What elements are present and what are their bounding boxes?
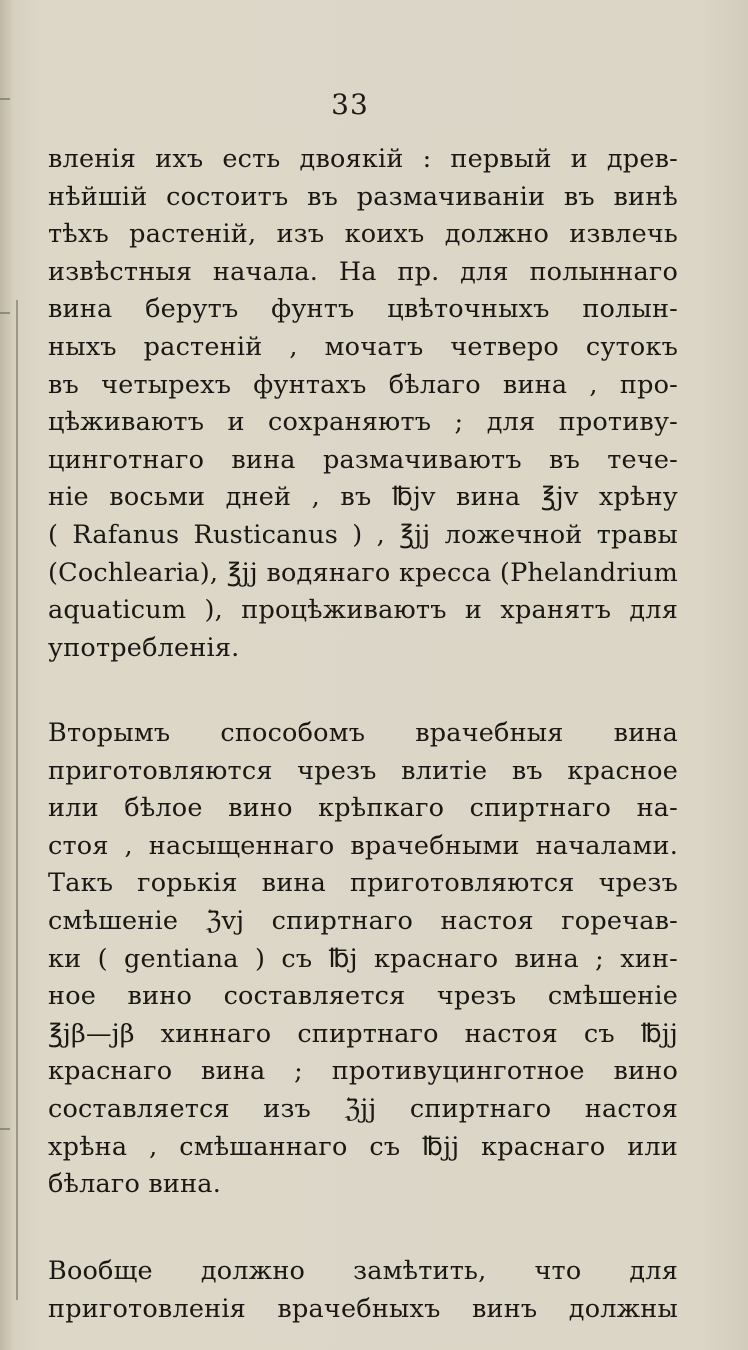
text-line: Вообще должно замѣтить, что для	[48, 1256, 678, 1286]
paragraph-1	[48, 141, 678, 667]
text-line: приготовленія врачебныхъ винъ должны	[48, 1293, 678, 1324]
paragraph-2	[48, 715, 678, 1204]
text-line: вленія ихъ есть двоякій : первый и древ-	[48, 144, 678, 174]
text-line: въ четырехъ фунтахъ бѣлаго вина , про-	[48, 369, 678, 400]
page-number: 33	[331, 88, 369, 121]
text-line: приготовляются чрезъ влитіе въ красное	[48, 755, 678, 786]
text-line: извѣстныя начала. На пр. для полыннаго	[48, 256, 678, 287]
text-line: цѣживаютъ и сохраняютъ ; для противу-	[48, 407, 678, 438]
text-line: краснаго вина ; противуцинготное вино	[48, 1056, 678, 1087]
page-binding-edge	[16, 300, 18, 1300]
text-line: вина берутъ фунтъ цвѣточныхъ полын-	[48, 294, 678, 325]
text-line: aquaticum ), процѣживаютъ и хранятъ для	[48, 595, 678, 626]
text-line: ное вино составляется чрезъ смѣшеніе	[48, 981, 678, 1012]
text-line: ℥jβ—jβ хиннаго спиртнаго настоя съ ℔jj	[48, 1018, 678, 1049]
text-line: употребленія.	[48, 632, 240, 663]
paragraph-3	[48, 1253, 678, 1328]
text-line: бѣлаго вина.	[48, 1169, 222, 1200]
text-line: тѣхъ растеній, изъ коихъ должно извлечь	[48, 219, 678, 250]
text-line: цинготнаго вина размачиваютъ въ тече-	[48, 444, 678, 475]
text-line: Такъ горькія вина приготовляются чрезъ	[48, 868, 678, 899]
text-line: (Cochlearia), ℥jj водянаго кресса (Phelandrium	[48, 557, 678, 588]
text-line: ніе восьми дней , въ ℔jv вина ℥jv хрѣну	[48, 482, 678, 513]
text-line: ( Rafanus Rusticanus ) , ℥jj ложечной травы	[48, 519, 678, 550]
text-line: Вторымъ способомъ врачебныя вина	[48, 718, 678, 748]
text-line: ки ( gentiana ) съ ℔j краснаго вина ; хин-	[48, 943, 678, 974]
text-line: или бѣлое вино крѣпкаго спиртнаго на-	[48, 793, 678, 824]
text-line: смѣшеніе ℨvj спиртнаго настоя горечав-	[48, 905, 678, 936]
margin-mark	[0, 1128, 10, 1130]
text-line: хрѣна , смѣшаннаго съ ℔jj краснаго или	[48, 1131, 678, 1162]
text-line: составляется изъ ℨjj спиртнаго настоя	[48, 1093, 678, 1124]
text-line: ныхъ растеній , мочатъ четверо сутокъ	[48, 331, 678, 362]
margin-mark	[0, 312, 10, 314]
text-line: стоя , насыщеннаго врачебными началами.	[48, 830, 678, 861]
text-line: нѣйшій состоитъ въ размачиваніи въ винѣ	[48, 181, 678, 212]
